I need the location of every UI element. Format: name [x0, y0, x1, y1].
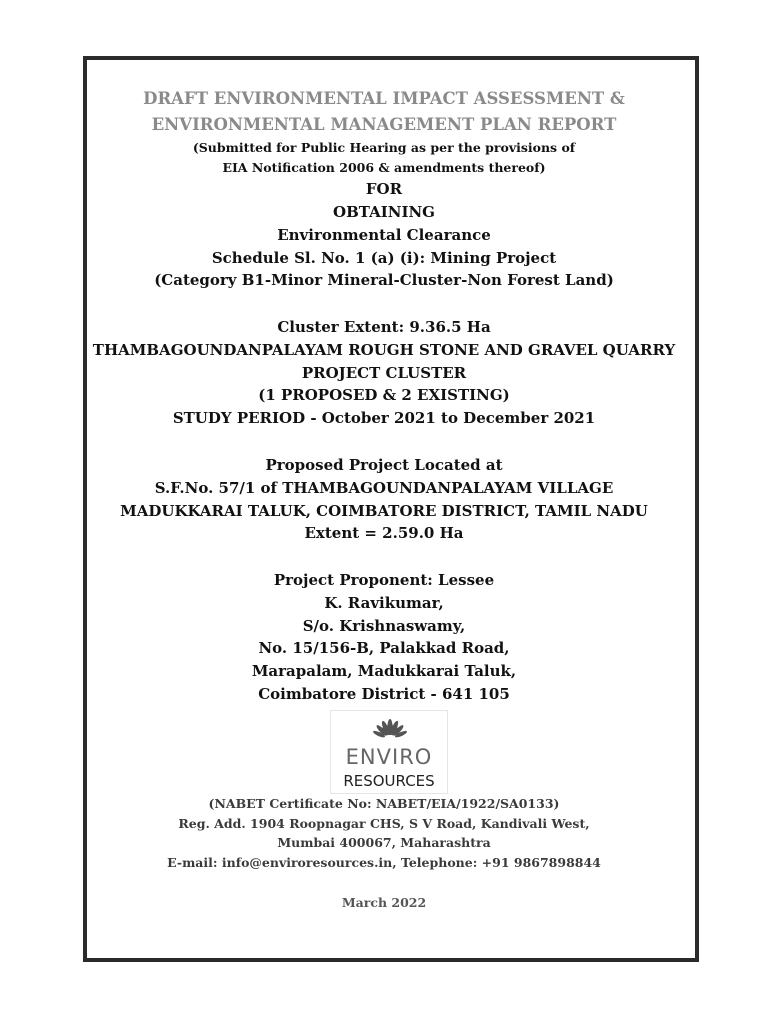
- cluster-name-line-2: PROJECT CLUSTER: [301, 364, 467, 382]
- clearance-label: Environmental Clearance: [277, 226, 491, 244]
- proponent-heading: Project Proponent: Lessee: [273, 571, 495, 589]
- schedule-label: Schedule Sl. No. 1 (a) (i): Mining Project: [211, 249, 557, 267]
- category-label: (Category B1-Minor Mineral-Cluster-Non Forest Land): [154, 271, 614, 289]
- obtaining-label: OBTAINING: [333, 203, 435, 221]
- nabet-certificate: (NABET Certificate No: NABET/EIA/1922/SA0133): [208, 796, 560, 811]
- submission-note-line-1: (Submitted for Public Hearing as per the provisions of: [192, 140, 576, 155]
- proponent-name: K. Ravikumar,: [324, 594, 444, 612]
- report-title-line-2: ENVIRONMENTAL MANAGEMENT PLAN REPORT: [151, 115, 617, 134]
- for-label: FOR: [365, 180, 403, 198]
- consultant-address-2: Mumbai 400067, Maharashtra: [277, 835, 491, 850]
- cluster-extent: Cluster Extent: 9.36.5 Ha: [277, 318, 491, 336]
- proponent-address-1: No. 15/156-B, Palakkad Road,: [258, 639, 510, 657]
- proponent-father: S/o. Krishnaswamy,: [302, 617, 466, 635]
- submission-note-line-2: EIA Notification 2006 & amendments thereof): [222, 160, 546, 175]
- logo-word-resources: RESOURCES: [343, 772, 435, 790]
- enviro-resources-logo: [330, 710, 448, 794]
- lotus-leaves-icon: [365, 717, 415, 745]
- proponent-address-3: Coimbatore District - 641 105: [258, 685, 510, 703]
- location-district: MADUKKARAI TALUK, COIMBATORE DISTRICT, TAMIL NADU: [120, 502, 648, 520]
- location-survey-number: S.F.No. 57/1 of THAMBAGOUNDANPALAYAM VILLAGE: [154, 479, 614, 497]
- study-period: STUDY PERIOD - October 2021 to December 2021: [172, 409, 596, 427]
- report-date: March 2022: [341, 895, 427, 910]
- cluster-name-line-1: THAMBAGOUNDANPALAYAM ROUGH STONE AND GRAVEL QUARRY: [92, 341, 676, 359]
- location-heading: Proposed Project Located at: [265, 456, 503, 474]
- cluster-count: (1 PROPOSED & 2 EXISTING): [258, 386, 510, 404]
- logo-word-enviro: ENVIRO: [345, 745, 433, 769]
- consultant-contact: E-mail: info@enviroresources.in, Telephone: +91 9867898844: [167, 855, 601, 870]
- proponent-address-2: Marapalam, Madukkarai Taluk,: [251, 662, 517, 680]
- consultant-address-1: Reg. Add. 1904 Roopnagar CHS, S V Road, Kandivali West,: [178, 816, 590, 831]
- location-extent: Extent = 2.59.0 Ha: [304, 524, 464, 542]
- report-title-line-1: DRAFT ENVIRONMENTAL IMPACT ASSESSMENT &: [143, 89, 625, 108]
